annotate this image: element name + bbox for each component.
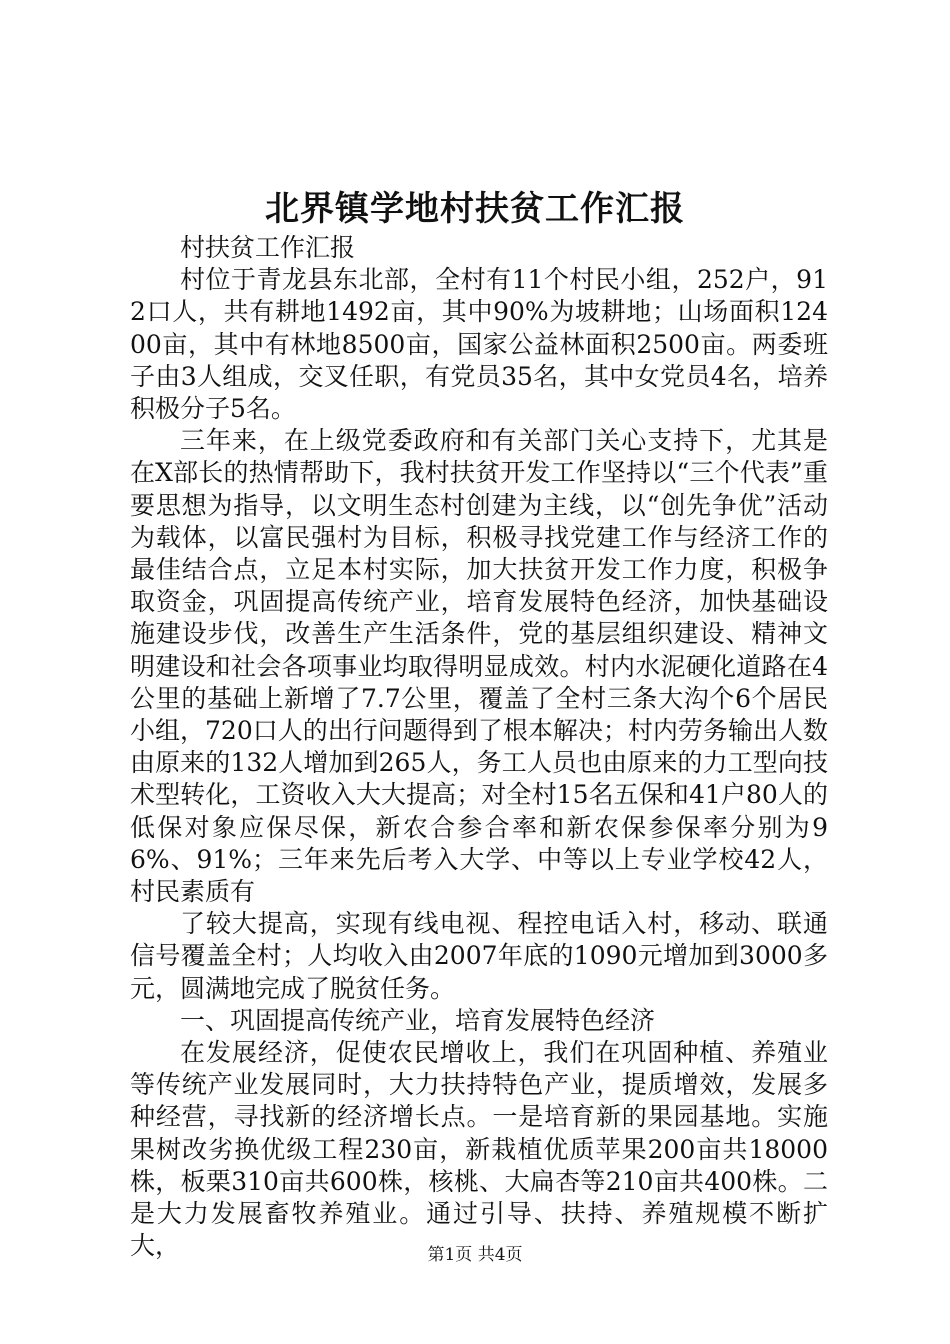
document-title: 北界镇学地村扶贫工作汇报 [265, 189, 685, 229]
page-footer: 第1页 共4页 [427, 1245, 523, 1265]
section-heading-1: 一、巩固提高传统产业，培育发展特色经济 [180, 1005, 656, 1035]
paragraph-economy: 在发展经济，促使农民增收上，我们在巩固种植、养殖业等传统产业发展同时，大力扶持特色产业，提质增效，发展多种经营，寻找新的经济增长点。一是培育新的果园基地。实施果树改劣换优级工程230亩，新栽植优质苹果200亩共18000株，板栗310亩共600株，核桃、大扁杏等210亩共400株。二是大力发展畜牧养殖业。通过引导、扶持、养殖规模不断扩大， [130, 1038, 828, 1261]
paragraph-three-years: 三年来，在上级党委政府和有关部门关心支持下，尤其是在X部长的热情帮助下，我村扶贫开发工作坚持以“三个代表”重要思想为指导，以文明生态村创建为主线，以“创先争优”活动为载体，以富民强村为目标，积极寻找党建工作与经济工作的最佳结合点，立足本村实际，加大扶贫开发工作力度，积极争取资金，巩固提高传统产业，培育发展特色经济，加快基础设施建设步伐，改善生产生活条件，党的基层组织建设、精神文明建设和社会各项事业均取得明显成效。村内水泥硬化道路在4公里的基础上新增了7.7公里，覆盖了全村三条大沟个6个居民小组，720口人的出行问题得到了根本解决；村内劳务输出人数由原来的132人增加到265人，务工人员也由原来的力工型向技术型转化，工资收入大大提高；对全村15名五保和41户80人的低保对象应保尽保，新农合参合率和新农保参保率分别为96%、91%；三年来先后考入大学、中等以上专业学校42人，村民素质有 [130, 426, 828, 907]
paragraph-continuation: 了较大提高，实现有线电视、程控电话入村，移动、联通信号覆盖全村；人均收入由2007年底的1090元增加到3000多元，圆满地完成了脱贫任务。 [130, 909, 828, 1003]
paragraph-village-overview: 村位于青龙县东北部，全村有11个村民小组，252户，912口人，共有耕地1492亩，其中90%为坡耕地；山场面积12400亩，其中有林地8500亩，国家公益林面积2500亩。两委班子由3人组成，交叉任职，有党员35名，其中女党员4名，培养积极分子5名。 [130, 265, 828, 424]
document-body [130, 232, 828, 1263]
paragraph-subtitle: 村扶贫工作汇报 [180, 233, 356, 262]
